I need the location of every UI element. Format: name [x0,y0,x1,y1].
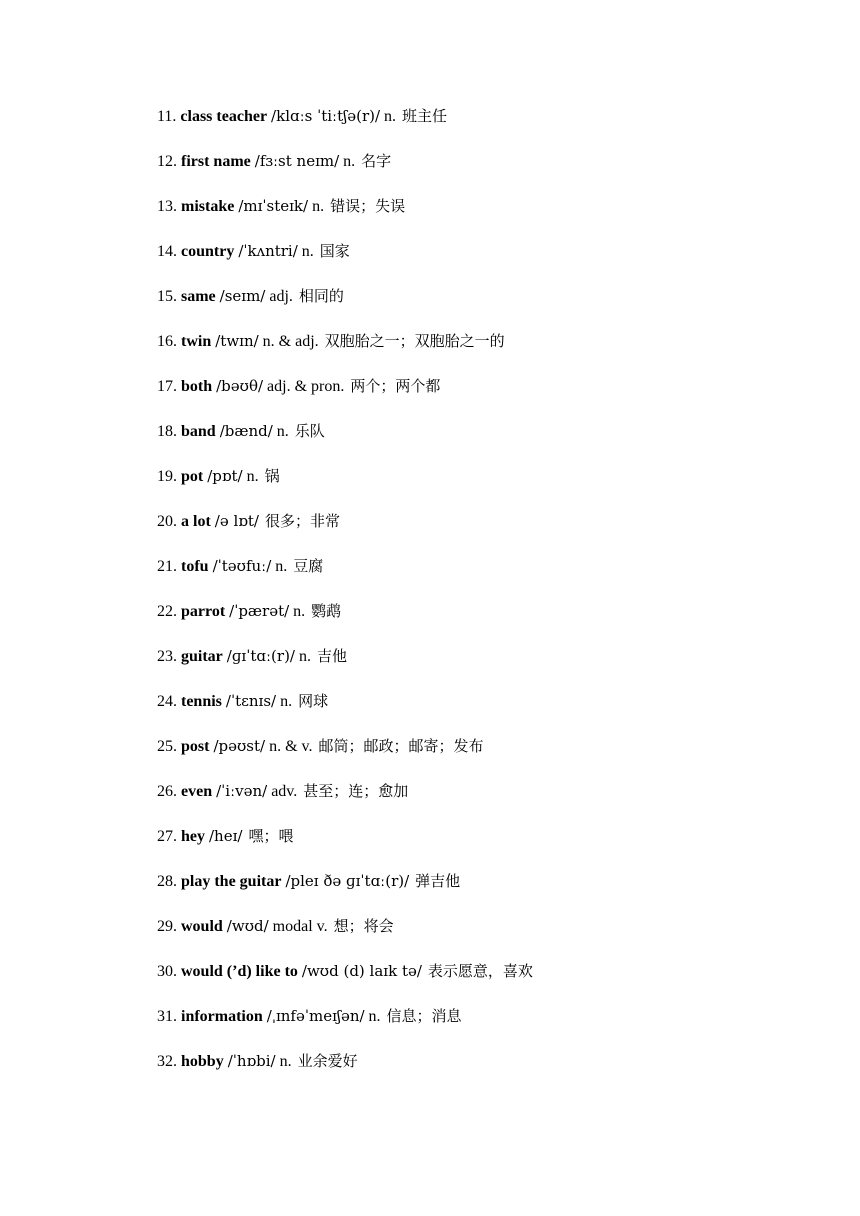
entry-number: 28. [157,873,177,890]
entry-phonetic: /twɪn/ [215,332,259,350]
entry-word: pot [181,468,204,485]
entry-word: would [181,918,223,935]
entry-number: 31. [157,1008,177,1025]
entry-part-of-speech: n. [301,243,314,260]
entry-phonetic: /ˈhɒbi/ [227,1052,276,1070]
entry-meaning: 网球 [298,692,329,710]
entry-number: 18. [157,423,177,440]
vocab-entry [157,869,533,914]
entry-meaning: 吉他 [316,647,347,665]
vocab-entry [157,554,533,599]
entry-number: 13. [157,198,177,215]
entry-part-of-speech: n. [246,468,259,485]
entry-phonetic: /pəʊst/ [213,737,266,755]
entry-phonetic: /bəʊθ/ [216,377,264,395]
entry-number: 24. [157,693,177,710]
entry-word: country [181,243,235,260]
entry-number: 11. [157,108,177,125]
vocab-entry [157,689,533,734]
entry-phonetic: /seɪm/ [219,287,266,305]
vocab-entry [157,104,533,149]
entry-part-of-speech: n. [298,648,311,665]
entry-meaning: 班主任 [402,107,448,125]
entry-word: parrot [181,603,226,620]
entry-phonetic: /ə lɒt/ [214,512,259,530]
entry-meaning: 弹吉他 [415,872,461,890]
vocab-entry [157,329,533,374]
entry-number: 16. [157,333,177,350]
entry-number: 30. [157,963,177,980]
entry-meaning: 豆腐 [293,557,324,575]
entry-part-of-speech: n. [343,153,356,170]
entry-number: 17. [157,378,177,395]
entry-number: 21. [157,558,177,575]
entry-number: 22. [157,603,177,620]
entry-part-of-speech: adj. [269,288,293,305]
entry-meaning: 锅 [264,467,280,485]
entry-meaning: 表示愿意，喜欢 [427,962,533,980]
entry-meaning: 国家 [319,242,350,260]
entry-phonetic: /ɡɪˈtɑː(r)/ [226,647,295,665]
vocab-entry [157,509,533,554]
entry-phonetic: /ˈkʌntri/ [238,242,298,260]
entry-number: 15. [157,288,177,305]
entry-word: guitar [181,648,223,665]
entry-part-of-speech: n. & adj. [262,333,319,350]
entry-number: 20. [157,513,177,530]
entry-part-of-speech: n. [368,1008,381,1025]
vocab-entry [157,959,533,1004]
entry-phonetic: /ˈtɛnɪs/ [225,692,277,710]
entry-word: tofu [181,558,209,575]
entry-part-of-speech: n. [384,108,397,125]
entry-word: both [181,378,213,395]
entry-meaning: 很多；非常 [264,512,340,530]
vocab-entry [157,284,533,329]
vocab-entry [157,239,533,284]
vocab-entry [157,194,533,239]
vocab-entry [157,149,533,194]
entry-meaning: 乐队 [294,422,325,440]
vocab-entry [157,599,533,644]
entry-meaning: 名字 [361,152,392,170]
entry-word: even [181,783,213,800]
entry-phonetic: /mɪˈsteɪk/ [238,197,309,215]
vocab-entry [157,419,533,464]
entry-part-of-speech: n. [279,1053,292,1070]
vocab-entry [157,1004,533,1049]
entry-part-of-speech: modal v. [272,918,328,935]
entry-number: 12. [157,153,177,170]
entry-word: twin [181,333,212,350]
entry-part-of-speech: n. [275,558,288,575]
entry-meaning: 邮筒；邮政；邮寄；发布 [318,737,484,755]
entry-phonetic: /pleɪ ðə ɡɪˈtɑː(r)/ [285,872,410,890]
entry-phonetic: /ˈtəʊfuː/ [212,557,272,575]
vocab-entry [157,1049,533,1094]
entry-part-of-speech: adj. & pron. [267,378,345,395]
entry-meaning: 甚至；连；愈加 [303,782,409,800]
entry-meaning: 两个；两个都 [350,377,441,395]
entry-word: mistake [181,198,235,215]
entry-number: 14. [157,243,177,260]
entry-meaning: 想；将会 [333,917,394,935]
vocab-entry [157,734,533,779]
entry-part-of-speech: n. [276,423,289,440]
entry-part-of-speech: n. [293,603,306,620]
entry-number: 27. [157,828,177,845]
entry-word: hobby [181,1053,224,1070]
entry-word: class teacher [180,108,268,125]
vocabulary-list [157,104,533,1094]
entry-word: first name [181,153,251,170]
vocab-entry [157,644,533,689]
entry-phonetic: /ˈiːvən/ [216,782,268,800]
entry-part-of-speech: n. [280,693,293,710]
entry-phonetic: /heɪ/ [209,827,243,845]
entry-meaning: 信息；消息 [386,1007,462,1025]
entry-meaning: 业余爱好 [297,1052,358,1070]
entry-part-of-speech: n. & v. [269,738,313,755]
entry-number: 26. [157,783,177,800]
entry-word: would (’d) like to [181,963,298,980]
entry-number: 23. [157,648,177,665]
entry-phonetic: /klɑːs ˈtiːtʃə(r)/ [271,107,381,125]
entry-word: post [181,738,210,755]
vocab-entry [157,464,533,509]
entry-phonetic: /wʊd (d) laɪk tə/ [301,962,422,980]
entry-word: band [181,423,216,440]
entry-number: 19. [157,468,177,485]
entry-part-of-speech: adv. [271,783,298,800]
entry-meaning: 鹦鹉 [311,602,342,620]
entry-meaning: 错误；失误 [330,197,406,215]
entry-meaning: 双胞胎之一；双胞胎之一的 [324,332,505,350]
vocab-entry [157,374,533,419]
vocab-entry [157,779,533,824]
entry-phonetic: /wʊd/ [226,917,269,935]
entry-word: same [181,288,216,305]
entry-word: information [181,1008,263,1025]
entry-word: a lot [181,513,211,530]
entry-part-of-speech: n. [312,198,325,215]
entry-phonetic: /ˌɪnfəˈmeɪʃən/ [266,1007,365,1025]
entry-phonetic: /fɜːst neɪm/ [254,152,340,170]
entry-number: 32. [157,1053,177,1070]
entry-number: 25. [157,738,177,755]
entry-phonetic: /bænd/ [219,422,273,440]
vocab-entry [157,914,533,959]
entry-meaning: 嘿；喂 [248,827,294,845]
entry-phonetic: /pɒt/ [207,467,243,485]
entry-word: play the guitar [181,873,282,890]
vocab-entry [157,824,533,869]
entry-phonetic: /ˈpærət/ [229,602,290,620]
entry-word: tennis [181,693,222,710]
entry-number: 29. [157,918,177,935]
entry-word: hey [181,828,205,845]
entry-meaning: 相同的 [298,287,344,305]
